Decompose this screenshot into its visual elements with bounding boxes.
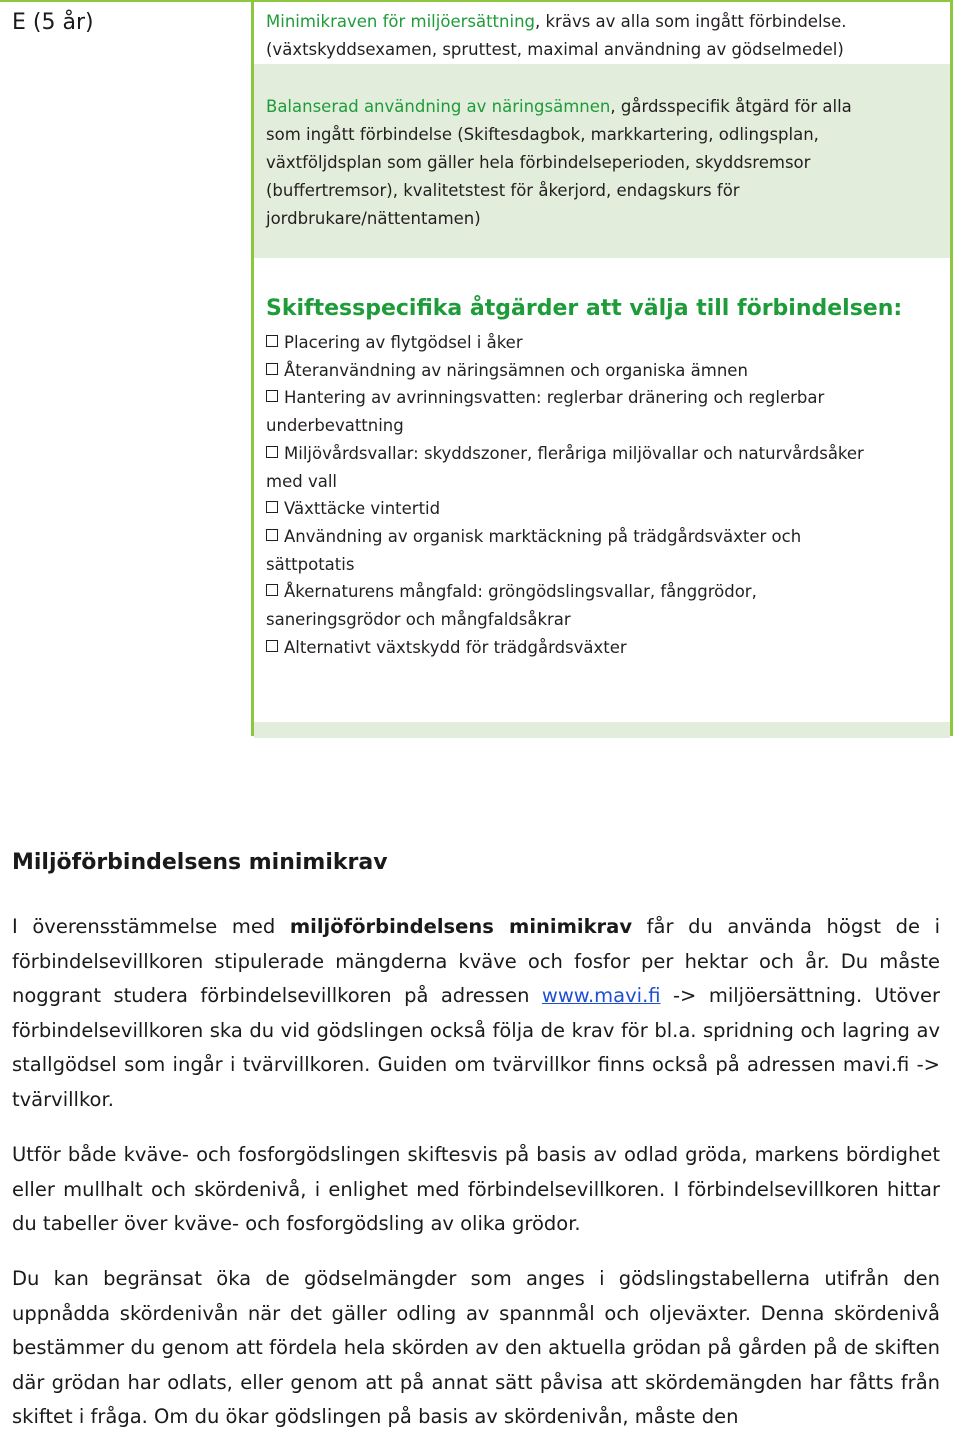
list-item[interactable]: Växttäcke vintertid: [266, 495, 864, 523]
bold-term: miljöförbindelsens minimikrav: [289, 915, 633, 938]
plot-measures-heading: Skiftesspecifika åtgärder att välja till förbindelsen:: [266, 296, 903, 321]
list-item[interactable]: Alternativt växtskydd för trädgårdsväxter: [266, 634, 864, 662]
list-item[interactable]: Återanvändning av näringsämnen och organiska ämnen: [266, 357, 864, 385]
balanced-line-4: (buffertremsor), kvalitetstest för åkerjord, endagskurs för: [266, 181, 740, 200]
list-item[interactable]: Hantering av avrinningsvatten: reglerbar dränering och reglerbar underbevattning: [266, 388, 825, 436]
table-content-cell: [254, 0, 953, 736]
balanced-line-3: växtföljdsplan som gäller hela förbindelseperioden, skyddsremsor: [266, 153, 811, 172]
balanced-heading: Balanserad användning av näringsämnen: [266, 97, 611, 116]
balanced-line-1: [266, 93, 852, 121]
list-item[interactable]: Miljövårdsvallar: skyddszoner, fleråriga miljövallar och naturvårdsåker med vall: [266, 443, 864, 491]
min-req-heading: Minimikraven för miljöersättning: [266, 12, 535, 31]
list-item[interactable]: Användning av organisk marktäckning på trädgårdsväxter och sättpotatis: [266, 526, 802, 574]
balanced-rest: , gårdsspecifik åtgärd för alla: [610, 97, 852, 116]
table-label-cell: [0, 0, 254, 736]
paragraph-yield-level: Du kan begränsat öka de gödselmängder som anges i gödslingstabellerna utifrån den uppnådda skördenivån när det gäller odling av spannmål och oljeväxter. Denna skördenivå bestämmer du genom att fördela hela skörden av den aktuella grödan på gården på de skiften där grödan har odlats, eller genom att på annat sätt påvisa att skördemängden har fåtts från skiftet i fråga. Om du ökar gödslingen på basis av skördenivån, måste den: [12, 1267, 940, 1428]
options-list: [266, 329, 864, 661]
checkbox-icon[interactable]: [266, 529, 278, 541]
mavi-link[interactable]: www.mavi.fi: [541, 984, 661, 1007]
checkbox-icon[interactable]: [266, 584, 278, 596]
checkbox-icon[interactable]: [266, 501, 278, 513]
paragraph-min-requirements: I överensstämmelse med miljöförbindelsens minimikrav får du använda högst de i förbindelsevillkoren stipulerade mängderna kväve och fosfor per hektar och år. Du måste noggrant studera förbindelsevillkoren på adressen www.mavi.fi -> miljöersättning. Utöver förbindelsevillkoren ska du vid gödslingen också följa de krav för bl.a. spridning och lagring av stallgödsel som ingår i tvärvillkoren. Guiden om tvärvillkor finns också på adressen mavi.fi -> tvärvillkor.: [12, 915, 941, 1111]
min-req-line-2: (växtskyddsexamen, spruttest, maximal användning av gödselmedel): [266, 40, 844, 59]
list-item[interactable]: Placering av flytgödsel i åker: [266, 329, 864, 357]
period-label: E (5 år): [12, 10, 94, 35]
min-req-rest: , krävs av alla som ingått förbindelse.: [535, 12, 847, 31]
list-item[interactable]: Åkernaturens mångfald: gröngödslingsvallar, fånggrödor, saneringsgrödor och mångfaldsåkrar: [266, 582, 757, 630]
bottom-shading: [254, 722, 950, 738]
paragraph-fertilization: Utför både kväve- och fosforgödslingen skiftesvis på basis av odlad gröda, markens bördighet eller mullhalt och skördenivå, i enlighet med förbindelsevillkoren. I förbindelsevillkoren hittar du tabeller över kväve- och fosforgödsling av olika grödor.: [12, 1143, 940, 1235]
checkbox-icon[interactable]: [266, 335, 278, 347]
min-req-line-1: [266, 8, 847, 36]
checkbox-icon[interactable]: [266, 390, 278, 402]
balanced-line-5: jordbrukare/nättentamen): [266, 209, 481, 228]
checkbox-icon[interactable]: [266, 640, 278, 652]
balanced-line-2: som ingått förbindelse (Skiftesdagbok, markkartering, odlingsplan,: [266, 125, 819, 144]
section-heading: Miljöförbindelsens minimikrav: [12, 850, 388, 875]
checkbox-icon[interactable]: [266, 446, 278, 458]
checkbox-icon[interactable]: [266, 363, 278, 375]
